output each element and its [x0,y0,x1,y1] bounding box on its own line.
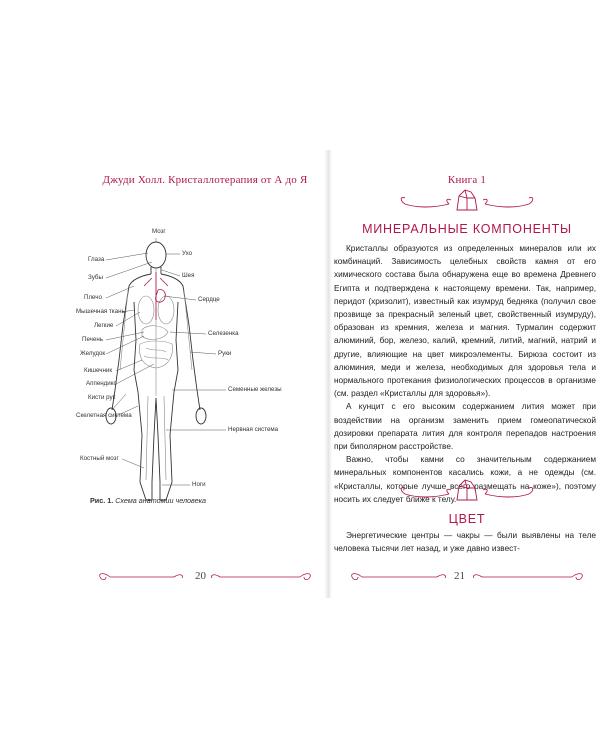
label-marrow: Костный мозг [80,455,119,462]
crystal-ornament-icon-2 [397,476,537,506]
label-heart: Сердце [198,296,220,303]
label-ear: Ухо [182,250,193,257]
label-lungs: Легкие [94,322,114,329]
book-spread [76,150,600,598]
right-footer [342,570,592,584]
label-skeleton: Скелетная система [76,412,132,419]
label-teeth: Зубы [88,274,103,281]
label-wrists: Кисти рук [88,394,116,401]
minerals-text [334,242,596,506]
label-brain: Мозг [152,228,166,235]
section-title-minerals: МИНЕРАЛЬНЫЕ КОМПОНЕНТЫ [362,222,572,236]
left-running-header: Джуди Холл. Кристаллотерапия от А до Я [102,174,308,186]
anatomy-figure [76,220,322,520]
label-shoulder: Плечо [84,294,102,301]
section-title-color: ЦВЕТ [448,512,486,526]
color-text [334,529,596,555]
minerals-paragraph-1: Кристаллы образуются из определенных минералов или их комбинаций. Зависимость целебных свойств камня от его химического состава была обнаружена еще во времена Древнего Египта и подтверждена к настоящему времени. Так, например, перидот (хризолит), известный как изумруд бедняка (получил свое прозвище за прекрасный зеленый цвет, свойственный изумруду), образован из кремния, железа и магния. Турмалин содержит алюминий, бор, железо, калий, кремний, литий, магний, натрий и другие, влияющие на цвет микроэлементы. Бирюза состоит из алюминия, меди и железа, необходимых для здоровья тела и нормального протекания физиологических процессов в организме (см. раздел «Кристаллы для здоровья»). [334,244,596,399]
human-body-diagram [76,220,322,520]
book-gutter [324,150,332,598]
label-seminal: Семенные железы [228,386,282,393]
label-hands: Руки [218,350,232,357]
label-appendix: Аппендикс [86,380,117,387]
left-page-number: 20 [195,570,206,582]
label-legs: Ноги [192,481,206,488]
label-stomach: Желудок [80,350,106,357]
right-running-header: Книга 1 [447,174,487,186]
caption-number: Рис. 1. [90,496,114,505]
left-page [76,150,322,598]
caption-text: Схема анатомии человека [115,496,207,505]
minerals-paragraph-3: Важно, чтобы камни со значительным содержанием минеральных компонентов касались кожи, а не одежды (см. «Кристаллы, которые лучше всего размещать на коже»), поэтому носить их следует ближе к телу. [334,455,596,504]
left-footer [90,570,320,584]
right-footer-ornament-icon [342,570,592,584]
right-page [334,150,600,598]
label-intestines: Кишечник [84,367,113,374]
label-muscle: Мышечная ткань [76,308,125,315]
label-eyes: Глаза [88,256,105,263]
label-liver: Печень [82,336,103,343]
color-paragraph-1: Энергетические центры — чакры — были выявлены на теле человека тысячи лет назад, и уже давно извест- [334,531,596,554]
crystal-ornament-icon [397,186,537,216]
label-neck: Шея [182,272,195,279]
minerals-paragraph-2: А кунцит с его высоким содержанием лития может при воздействии на организм заменить прием гомеопатической дозировки препарата лития для контроля перепадов настроения при биполярном расстройстве. [334,402,596,452]
label-nervous: Нервная система [228,426,279,433]
right-page-number: 21 [454,570,465,582]
figure-caption [90,496,206,505]
label-spleen: Селезенка [208,330,239,337]
